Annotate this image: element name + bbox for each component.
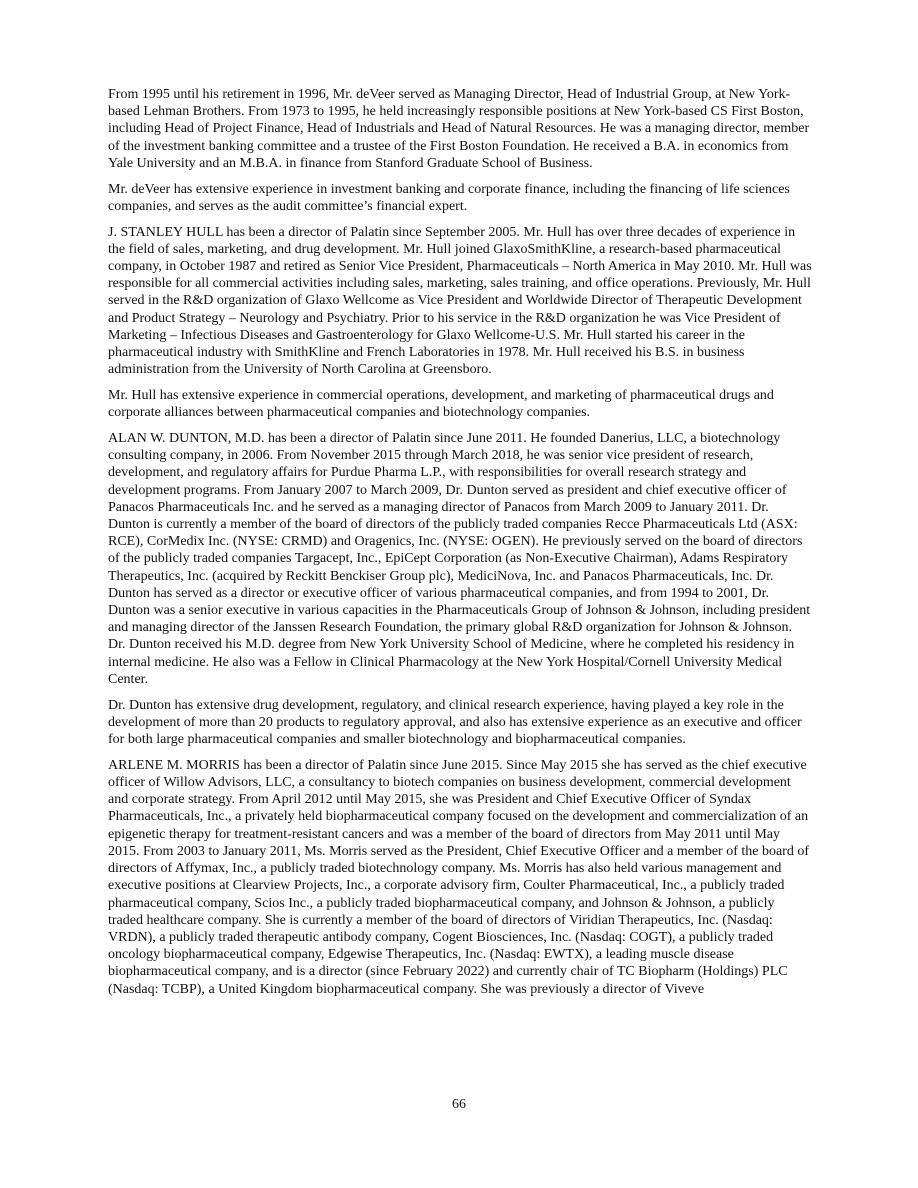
paragraph-deveer-career: From 1995 until his retirement in 1996, Mr. deVeer served as Managing Director, Head of Industrial Group, at New York-based Lehman Brothers. From 1973 to 1995, he held increasingly responsible positions at New York-based CS First Boston, including Head of Project Finance, Head of Industrials and Head of Natural Resources. He was a managing director, member of the investment banking committee and a trustee of the First Boston Foundation. He received a B.A. in economics from Yale University and an M.B.A. in finance from Stanford Graduate School of Business. [108,87,810,171]
paragraph-dunton-bio: ALAN W. DUNTON, M.D. has been a director of Palatin since June 2011. He founded Danerius, LLC, a biotechnology consulting company, in 2006. From November 2015 through March 2018, he was senior vice president of research, development, and regulatory affairs for Purdue Pharma L.P., with responsibilities for overall research strategy and development programs. From January 2007 to March 2009, Dr. Dunton served as president and chief executive officer of Panacos Pharmaceuticals Inc. and he served as a managing director of Panacos from March 2009 to January 2011. Dr. Dunton is currently a member of the board of directors of the publicly traded companies Recce Pharmaceuticals Ltd (ASX: RCE), CorMedix Inc. (NYSE: CRMD) and Oragenics, Inc. (NYSE: OGEN). He previously served on the board of directors of the publicly traded companies Targacept, Inc., EpiCept Corporation (as Non-Executive Chairman), Adams Respiratory Therapeutics, Inc. (acquired by Reckitt Benckiser Group plc), MediciNova, Inc. and Panacos Pharmaceuticals, Inc. Dr. Dunton has served as a director or executive officer of various pharmaceutical companies, and from 1994 to 2001, Dr. Dunton was a senior executive in various capacities in the Pharmaceuticals Group of Johnson & Johnson, including president and managing director of the Janssen Research Foundation, the primary global R&D organization for Johnson & Johnson. Dr. Dunton received his M.D. degree from New York University School of Medicine, where he completed his residency in internal medicine. He also was a Fellow in Clinical Pharmacology at the New York Hospital/Cornell University Medical Center. [108,431,811,687]
paragraph-hull-bio: J. STANLEY HULL has been a director of Palatin since September 2005. Mr. Hull has over three decades of experience in the field of sales, marketing, and drug development. Mr. Hull joined GlaxoSmithKline, a research-based pharmaceutical company, in October 1987 and retired as Senior Vice President, Pharmaceuticals – North America in May 2010. Mr. Hull was responsible for all commercial activities including sales, marketing, sales training, and office operations. Previously, Mr. Hull served in the R&D organization of Glaxo Wellcome as Vice President and Worldwide Director of Therapeutic Development and Product Strategy – Neurology and Psychiatry. Prior to his service in the R&D organization he was Vice President of Marketing – Infectious Diseases and Gastroenterology for Glaxo Wellcome-U.S. Mr. Hull started his career in the pharmaceutical industry with SmithKline and French Laboratories in 1978. Mr. Hull received his B.S. in business administration from the University of North Carolina at Greensboro. [108,224,812,378]
paragraph-hull-experience: Mr. Hull has extensive experience in commercial operations, development, and marketing of pharmaceutical drugs and corporate alliances between pharmaceutical companies and biotechnology companies. [108,388,774,421]
paragraph-deveer-experience: Mr. deVeer has extensive experience in investment banking and corporate finance, including the financing of life sciences companies, and serves as the audit committee’s financial expert. [108,181,790,214]
paragraph-dunton-experience: Dr. Dunton has extensive drug development, regulatory, and clinical research experience, having played a key role in the development of more than 20 products to regulatory approval, and also has extensive experience as an executive and officer for both large pharmaceutical companies and smaller biotechnology and biopharmaceutical companies. [108,697,802,748]
paragraph-morris-bio: ARLENE M. MORRIS has been a director of Palatin since June 2015. Since May 2015 she has served as the chief executive officer of Willow Advisors, LLC, a consultancy to biotech companies on business development, commercial development and corporate strategy. From April 2012 until May 2015, she was President and Chief Executive Officer of Syndax Pharmaceuticals, Inc., a privately held biopharmaceutical company focused on the development and commercialization of an epigenetic therapy for treatment-resistant cancers and was a member of the board of directors from May 2011 until May 2015. From 2003 to January 2011, Ms. Morris served as the President, Chief Executive Officer and a member of the board of directors of Affymax, Inc., a publicly traded biotechnology company. Ms. Morris has also held various management and executive positions at Clearview Projects, Inc., a corporate advisory firm, Coulter Pharmaceutical, Inc., a publicly traded pharmaceutical company, Scios Inc., a publicly traded biopharmaceutical company, and Johnson & Johnson, a publicly traded healthcare company. She is currently a member of the board of directors of Viridian Therapeutics, Inc. (Nasdaq: VRDN), a publicly traded therapeutic antibody company, Cogent Biosciences, Inc. (Nasdaq: COGT), a publicly traded oncology biopharmaceutical company, Edgewise Therapeutics, Inc. (Nasdaq: EWTX), a leading muscle disease biopharmaceutical company, and is a director (since February 2022) and currently chair of TC Biopharm (Holdings) PLC (Nasdaq: TCBP), a United Kingdom biopharmaceutical company. She was previously a director of Viveve [108,757,809,997]
document-body [108,86,812,1006]
page-number: 66 [452,1097,466,1112]
